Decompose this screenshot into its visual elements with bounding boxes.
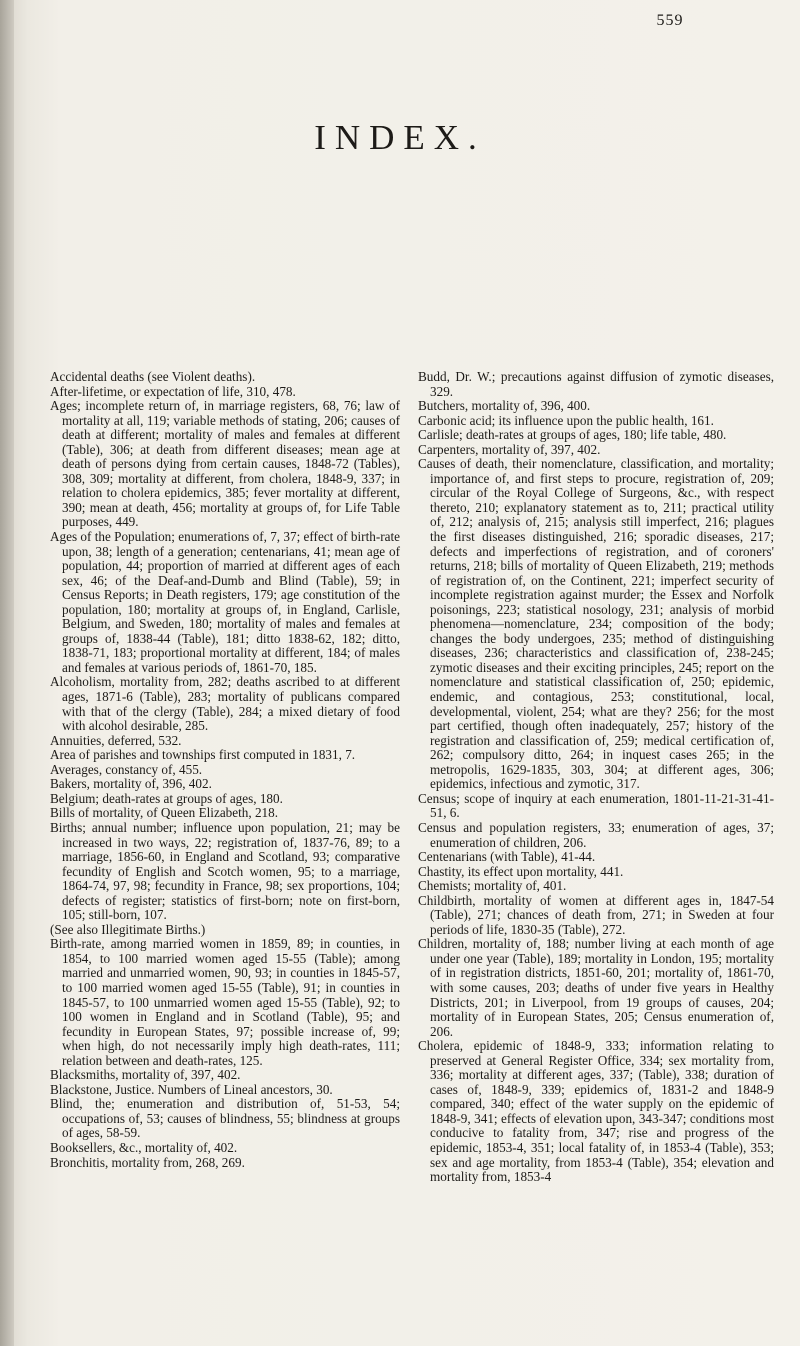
index-entry: Blacksmiths, mortality of, 397, 402. xyxy=(50,1067,241,1083)
page-number: 559 xyxy=(656,12,684,29)
index-entry: Booksellers, &c., mortality of, 402. xyxy=(50,1139,238,1155)
page-heading: INDEX. xyxy=(314,118,486,157)
index-entry: Alcoholism, mortality from, 282; deaths ascribed to at different ages, 1871-6 (Table), 283; mortality of publicans compared with that of the clergy (Table), 284; a mixed dietary of food with alcohol desirable, 285. xyxy=(50,674,400,734)
index-entry: Cholera, epidemic of 1848-9, 333; information relating to preserved at General Register Office, 334; sex mortality from, 336; mortality at different ages, 337; (Table), 338; duration of cases of, 1848-9, 339; epidemics of, 1831-2 and 1848-9 compared, 340; effect of the water supply on the epidemic of 1848-9, 341; effects of elevation upon, 343-347; conditions most conducive to fatality from, 347; rise and progress of the epidemic, 1853-4, 351; local fatality of, in 1853-4 (Table), 353; sex and age mortality, from 1853-4 (Table), 354; elevation and mortality from, 1853-4 xyxy=(418,1038,774,1185)
index-entry: Chastity, its effect upon mortality, 441. xyxy=(418,863,624,879)
index-entry: Budd, Dr. W.; precautions against diffusion of zymotic diseases, 329. xyxy=(418,369,774,399)
index-entry: Blackstone, Justice. Numbers of Lineal ancestors, 30. xyxy=(50,1081,333,1097)
index-entry: Births; annual number; influence upon population, 21; may be increased in two ways, 22; registration of, 1837-76, 89; to a marriage, 1856-60, in England and Scotland, 93; comparative fecundity of English and Scotch women, 95; to a marriage, 1864-74, 97, 98; fecundity in France, 98; sex proportions, 104; defects of register; statistics of first-born; note on first-born, 105; still-born, 107. xyxy=(50,819,400,923)
index-entry: Ages of the Population; enumerations of, 7, 37; effect of birth-rate upon, 38; length of a generation; centenarians, 41; mean age of population, 44; proportion of married at different ages of each sex, 46; of the Deaf-and-Dumb and Blind (Table), 59; in Census Reports; in Death registers, 179; age constitution of the population, 180; mortality at groups of, in England, Carlisle, Belgium, and Sweden, 180; mortality of males and females at groups of, 1838-44 (Table), 181; ditto 1838-62, 182; ditto, 1838-71, 183; proportional mortality at different, 184; of males and females at various periods of, 1861-70, 185. xyxy=(50,529,400,675)
index-entry: Blind, the; enumeration and distribution of, 51-53, 54; occupations of, 53; causes of blindness, 55; blindness at groups of ages, 58-59. xyxy=(50,1096,400,1141)
index-entry: Ages; incomplete return of, in marriage registers, 68, 76; law of mortality at all, 119; variable methods of stating, 206; causes of death at different; mortality of males and females at different (Table), 306; at death from different diseases; mean age at death of persons dying from certain causes, 1848-72 (Tables), 308, 309; mortality at different, from cholera, 1848-9, 337; in relation to cholera epidemics, 385; fever mortality at different, 390; mean at death, 456; mortality at groups of, for Life Table purposes, 449. xyxy=(50,398,400,530)
index-entry: Children, mortality of, 188; number living at each month of age under one year (Table), 189; mortality in London, 195; mortality of in registration districts, 1851-60, 201; mortality of, 1861-70, with some causes, 203; deaths of under five years in Healthy Districts, 201; in Liverpool, from 19 groups of causes, 204; mortality of in European States, 205; Census enumeration of, 206. xyxy=(418,936,774,1039)
index-entry: Averages, constancy of, 455. xyxy=(50,761,203,777)
index-entry: Census; scope of inquiry at each enumeration, 1801-11-21-31-41-51, 6. xyxy=(418,790,774,821)
index-entry: Annuities, deferred, 532. xyxy=(50,732,182,748)
index-entry: Census and population registers, 33; enumeration of ages, 37; enumeration of children, 206. xyxy=(418,819,774,850)
index-entry: Bakers, mortality of, 396, 402. xyxy=(50,776,212,792)
index-entry: Chemists; mortality of, 401. xyxy=(418,878,567,894)
index-entry: Area of parishes and townships first computed in 1831, 7. xyxy=(50,747,356,763)
index-entry: Carbonic acid; its influence upon the public health, 161. xyxy=(418,412,714,428)
index-entry: Birth-rate, among married women in 1859, 89; in counties, in 1854, to 100 married women aged 15-55 (Table); among married and unmarried women, 90, 93; in counties in 1845-57, to 100 married women aged 15-55 (Table), 91; in counties in 1845-57, to 100 unmarried women aged 15-55 (Table), 92; to 100 women in England and in Scotland (Table), 95; and fecundity in European States, 97; possible increase of, 99; when high, do not necessarily imply high death-rates, 111; relation between and death-rates, 125. xyxy=(50,936,400,1068)
index-entry: After-lifetime, or expectation of life, 310, 478. xyxy=(50,383,296,399)
index-entry: Belgium; death-rates at groups of ages, 180. xyxy=(50,790,283,806)
index-entry: Bills of mortality, of Queen Elizabeth, 218. xyxy=(50,805,279,821)
index-entry: Causes of death, their nomenclature, classification, and mortality; importance of, and first steps to procure, registration of, 209; circular of the Royal College of Surgeons, &c., with respect thereto, 210; explanatory statement as to, 211; practical utility of, 212; analysis of, 215; analysis still imperfect, 216; plagues the first diseases distinguished, 216; sporadic diseases, 217; defects and imperfections of registration, and of coroners' returns, 218; bills of mortality of Queen Elizabeth, 219; methods of registration of, on the Continent, 221; imperfect security of incomplete registration against murder; the Essex and Norfolk poisonings, 223; statistical nosology, 231; analysis of morbid phenomena—nomenclature, 234; composition of the body; changes the body undergoes, 235; method of distinguishing diseases, 236; characteristics and classification of, 238-245; zymotic diseases and their exciting principles, 245; report on the nomenclature and statistical classification of, 250; epidemic, endemic, and contagious, 253; constitutional, local, developmental, violent, 254; what are they? 256; for the most part certified, though often inadequately, 257; history of the registration and classification of, 259; medical certification of, 262; compulsory ditto, 264; in inquest cases 265; in the metropolis, 1629-1835, 303, 304; at different ages, 306; epidemics, infectious and zymotic, 317. xyxy=(418,456,774,792)
index-entry: Accidental deaths (see Violent deaths). xyxy=(50,369,256,384)
index-column-right xyxy=(418,370,774,1185)
index-entry: Carlisle; death-rates at groups of ages, 180; life table, 480. xyxy=(418,427,727,443)
index-entry: Childbirth, mortality of women at different ages in, 1847-54 (Table), 271; chances of death from, 271; in Sweden at four periods of life, 1830-35 (Table), 272. xyxy=(418,892,774,937)
index-column-left xyxy=(50,370,400,1170)
index-entry: Butchers, mortality of, 396, 400. xyxy=(418,398,591,414)
index-entry: Carpenters, mortality of, 397, 402. xyxy=(418,441,601,457)
index-entry: (See also Illegitimate Births.) xyxy=(50,921,206,937)
index-entry: Bronchitis, mortality from, 268, 269. xyxy=(50,1154,245,1170)
index-entry: Centenarians (with Table), 41-44. xyxy=(418,849,596,865)
page-binding-shadow xyxy=(0,0,14,1346)
